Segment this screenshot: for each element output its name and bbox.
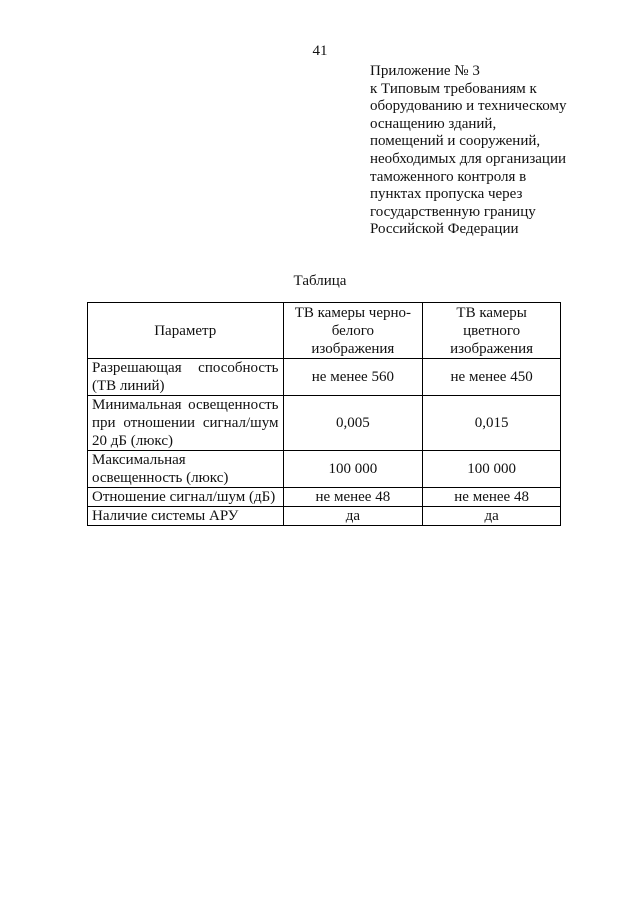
row-parameter: Минимальная освещенность при отношении сигнал/шум 20 дБ (люкс): [88, 396, 284, 451]
appendix-line: Приложение № 3: [370, 63, 480, 79]
header-color-line: цветного: [463, 322, 521, 339]
page-number: 41: [312, 43, 328, 59]
header-bw-camera: [283, 303, 423, 359]
header-parameter: Параметр: [88, 303, 284, 359]
appendix-line: оборудованию и техническому: [370, 98, 567, 115]
row-parameter: Наличие системы АРУ: [88, 507, 284, 526]
table-row: [88, 507, 561, 526]
appendix-line: таможенного контроля в: [370, 168, 527, 185]
row-bw-value: 100 000: [283, 451, 423, 488]
appendix-line: Российской Федерации: [370, 221, 519, 238]
header-bw-line: изображения: [311, 340, 395, 357]
header-color-camera: [423, 303, 561, 359]
row-parameter: Максимальная освещенность (люкс): [88, 451, 284, 488]
header-bw-line: белого: [331, 322, 375, 339]
header-color-line: ТВ камеры: [456, 304, 527, 321]
appendix-line: необходимых для организации: [370, 150, 567, 167]
table-header-row: [88, 303, 561, 359]
table-row: [88, 396, 561, 451]
header-color-line: изображения: [450, 340, 534, 357]
row-bw-value: не менее 560: [283, 359, 423, 396]
appendix-line: оснащению зданий,: [370, 115, 497, 132]
row-bw-value: 0,005: [283, 396, 423, 451]
row-color-value: не менее 48: [423, 488, 561, 507]
row-color-value: не менее 450: [423, 359, 561, 396]
table-row: [88, 451, 561, 488]
table-caption: Таблица: [293, 273, 347, 289]
row-bw-value: не менее 48: [283, 488, 423, 507]
table-row: [88, 488, 561, 507]
camera-spec-table: [87, 302, 561, 526]
header-bw-line: ТВ камеры черно-: [294, 304, 412, 321]
row-parameter: Разрешающая способность (ТВ линий): [88, 359, 284, 396]
appendix-reference: [370, 63, 620, 239]
appendix-line: помещений и сооружений,: [370, 133, 541, 150]
row-bw-value: да: [283, 507, 423, 526]
row-color-value: да: [423, 507, 561, 526]
row-color-value: 0,015: [423, 396, 561, 451]
appendix-line: к Типовым требованиям к: [370, 80, 537, 97]
row-color-value: 100 000: [423, 451, 561, 488]
table-row: [88, 359, 561, 396]
appendix-line: государственную границу: [370, 203, 536, 220]
appendix-line: пунктах пропуска через: [370, 186, 523, 203]
row-parameter: Отношение сигнал/шум (дБ): [88, 488, 284, 507]
